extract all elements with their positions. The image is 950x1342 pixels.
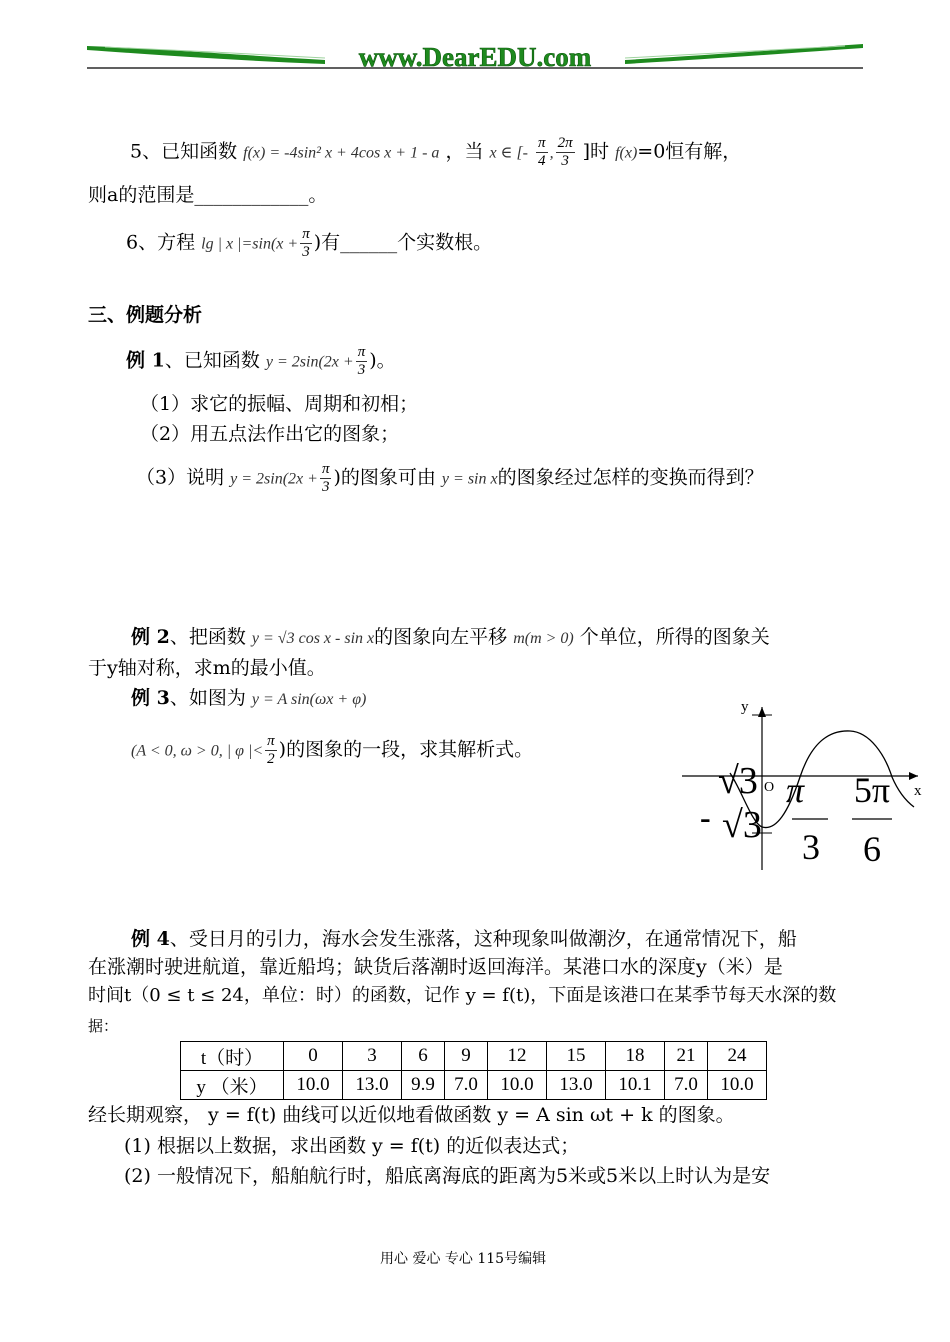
ex4-line3: 时间t（0 ≤ t ≤ 24，单位：时）的函数，记作 y = f(t)，下面是该港口在某季节每天水深的数 bbox=[88, 985, 837, 1006]
q6-expr: lg | x |=sin(x + bbox=[201, 235, 299, 253]
table-row bbox=[181, 1042, 767, 1071]
row-head-t: t（时） bbox=[181, 1042, 284, 1071]
ex4-l1: 、受日月的引力，海水会发生涨落，这种现象叫做潮汐，在通常情况下，船 bbox=[169, 928, 797, 950]
graph-neg-sqrt3: √3 bbox=[722, 804, 762, 846]
ex1-expr: y = 2sin(2x + bbox=[265, 353, 354, 371]
ex3-tail: )的图象的一段，求其解析式。 bbox=[278, 738, 534, 761]
y-cell: 10.0 bbox=[284, 1071, 343, 1100]
q5-function: f(x) = -4sin² x + 4cos x + 1 - a bbox=[243, 144, 440, 162]
table-row bbox=[181, 1071, 767, 1100]
q5-line1: 5、已知函数 f(x) = -4sin² x + 4cos x + 1 - a ，当 x ∈ [- $\frac{\pi}{4}$ , $\frac{2\pi}{3}$ ]时 f(x)=0恒有解， bbox=[130, 135, 742, 169]
graph-5pi6-den: 6 bbox=[863, 829, 881, 869]
ex1-intro: 、已知函数 bbox=[164, 349, 260, 372]
q5-line2: 则a的范围是____________。 bbox=[88, 184, 328, 206]
ex3-a: 、如图为 bbox=[169, 687, 246, 709]
ex2-line1 bbox=[131, 625, 770, 651]
graph-origin: O bbox=[764, 780, 775, 795]
left-swoosh bbox=[87, 46, 325, 64]
graph-x-label: x bbox=[914, 783, 922, 799]
t-cell: 21 bbox=[665, 1042, 708, 1071]
q5-label: 5、已知函数 bbox=[130, 140, 238, 163]
ex4-line7: (2) 一般情况下，船舶航行时，船底离海底的距离为5米或5米以上时认为是安 bbox=[124, 1165, 771, 1187]
ex1-part2: （2）用五点法作出它的图象； bbox=[140, 423, 400, 445]
graph-y-label: y bbox=[741, 699, 749, 715]
y-cell: 7.0 bbox=[665, 1071, 708, 1100]
q6-label: 6、方程 bbox=[126, 231, 196, 254]
ex3-frac: $\frac{\pi}{2}$ bbox=[267, 733, 275, 767]
ex4-label: 例 4 bbox=[131, 928, 170, 950]
section-title: 三、例题分析 bbox=[88, 304, 203, 326]
t-cell: 18 bbox=[606, 1042, 665, 1071]
ex4-line6: (1) 根据以上数据，求出函数 y = f(t) 的近似表达式； bbox=[124, 1135, 580, 1157]
ex2-c: 个单位，所得的图象关 bbox=[579, 626, 770, 648]
q6-line bbox=[126, 226, 492, 261]
y-cell: 13.0 bbox=[547, 1071, 606, 1100]
t-cell: 24 bbox=[708, 1042, 767, 1071]
q5-after: ]时 bbox=[582, 140, 610, 163]
ex3-line2 bbox=[131, 733, 533, 768]
t-cell: 6 bbox=[402, 1042, 445, 1071]
q6-tail: )有______个实数根。 bbox=[313, 231, 493, 254]
ex2-m: m(m > 0) bbox=[513, 630, 574, 647]
ex1-p3-expr2: y = sin x bbox=[441, 470, 498, 488]
ex3-expr: y = A sin(ωx + φ) bbox=[251, 691, 367, 708]
ex2-expr: y = √3 cos x - sin x bbox=[251, 630, 375, 647]
q5-mid: ，当 bbox=[445, 140, 484, 163]
y-cell: 13.0 bbox=[343, 1071, 402, 1100]
q5-tail: =0恒有解， bbox=[637, 140, 742, 163]
graph-pi3-num: π bbox=[785, 770, 805, 810]
ex1-frac: $\frac{\pi}{3}$ bbox=[357, 344, 366, 378]
y-cell: 10.0 bbox=[488, 1071, 547, 1100]
ex2-a: 、把函数 bbox=[169, 626, 246, 648]
graph-sqrt3-top: √3 bbox=[718, 760, 758, 802]
y-cell: 10.1 bbox=[606, 1071, 665, 1100]
q5-x-in: x ∈ [- bbox=[489, 144, 528, 162]
ex1-part3 bbox=[136, 461, 764, 496]
ex1-p3-b: )的图象可由 bbox=[333, 466, 436, 489]
graph-5pi6-num: 5π bbox=[853, 770, 891, 810]
x-axis-arrow bbox=[909, 772, 918, 780]
ex1-p3-frac: $\frac{\pi}{3}$ bbox=[321, 461, 330, 495]
ex1-p3-c: 的图象经过怎样的变换而得到？ bbox=[497, 466, 764, 489]
t-cell: 3 bbox=[343, 1042, 402, 1071]
ex2-line2: 于y轴对称，求m的最小值。 bbox=[88, 657, 326, 679]
y-cell: 10.0 bbox=[708, 1071, 767, 1100]
ex1-close: )。 bbox=[369, 349, 396, 372]
ex1-label: 例 1 bbox=[126, 349, 165, 372]
ex1-p3-a: （3）说明 bbox=[136, 466, 225, 489]
ex4-line1 bbox=[131, 927, 797, 951]
graph-neg-sign: - bbox=[700, 799, 711, 835]
q5-frac-pi4: $\frac{\pi}{4}$ bbox=[538, 135, 546, 169]
page-footer: 用心 爱心 专心 115号编辑 bbox=[380, 1251, 547, 1267]
ex3-graph bbox=[680, 695, 930, 870]
ex2-b: 的图象向左平移 bbox=[374, 626, 508, 648]
y-cell: 9.9 bbox=[402, 1071, 445, 1100]
ex1-line bbox=[126, 344, 396, 379]
graph-pi3-den: 3 bbox=[802, 827, 820, 867]
ex4-line2: 在涨潮时驶进航道，靠近船坞；缺货后落潮时返回海洋。某港口水的深度y（米）是 bbox=[88, 956, 783, 978]
ex3-label: 例 3 bbox=[131, 687, 170, 709]
ex4-line4: 据： bbox=[88, 1017, 119, 1035]
t-cell: 0 bbox=[284, 1042, 343, 1071]
ex2-label: 例 2 bbox=[131, 626, 170, 648]
tide-table bbox=[180, 1041, 767, 1100]
site-logo: www.DearEDU.com bbox=[358, 42, 592, 72]
y-cell: 7.0 bbox=[445, 1071, 488, 1100]
row-head-y: y （米） bbox=[181, 1071, 284, 1100]
ex3-line1 bbox=[131, 686, 366, 712]
q5-fx: f(x) bbox=[615, 144, 638, 162]
ex1-p3-expr: y = 2sin(2x + bbox=[230, 470, 318, 488]
ex3-cond: (A < 0, ω > 0, | φ |< bbox=[131, 742, 264, 760]
q5-frac-2pi3: $\frac{2\pi}{3}$ bbox=[557, 135, 573, 169]
t-cell: 9 bbox=[445, 1042, 488, 1071]
q6-frac: $\frac{\pi}{3}$ bbox=[302, 226, 310, 260]
header-banner bbox=[85, 38, 865, 72]
t-cell: 15 bbox=[547, 1042, 606, 1071]
ex4-line5: 经长期观察， y = f(t) 曲线可以近似地看做函数 y = A sin ωt + k 的图象。 bbox=[88, 1104, 735, 1126]
ex1-part1: （1）求它的振幅、周期和初相； bbox=[140, 393, 419, 415]
t-cell: 12 bbox=[488, 1042, 547, 1071]
